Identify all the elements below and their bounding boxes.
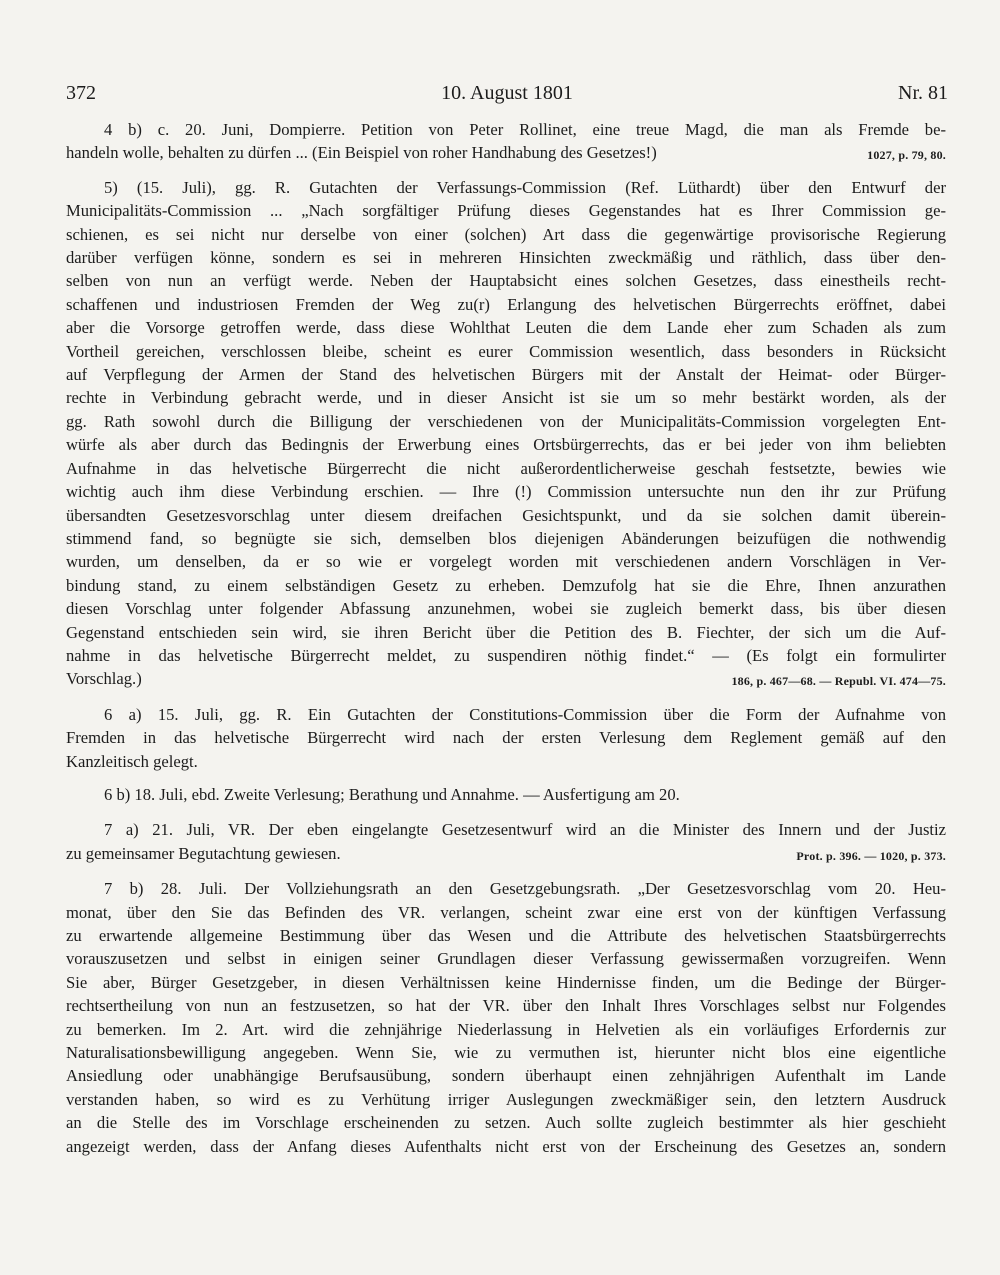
- text-line: schaffenen und industriosen Fremden der Weg zu(r) Erlangung des helvetischen Bürgerrechts eröffnet, dabei: [66, 294, 946, 314]
- text-line: bindung stand, zu einem selbständigen Gesetz zu erheben. Demzufolg hat sie die Ehre, Ihnen anzurathen: [66, 575, 946, 595]
- text-line: 6 b) 18. Juli, ebd. Zweite Verlesung; Berathung und Annahme. — Ausfertigung am 20.: [104, 784, 680, 804]
- text-line: an die Stelle des im Vorschlage erscheinenden zu setzen. Auch sollte zugleich bestimmter als hier geschieht: [66, 1113, 946, 1133]
- entry-5: [66, 176, 946, 691]
- text-line: Fremden in das helvetische Bürgerrecht wird nach der ersten Verlesung dem Reglement gemäß auf den: [66, 728, 946, 748]
- text-line: Vortheil gereichen, verschlossen bleibe, scheint es eurer Commission wesentlich, dass besonders in Rücksicht: [66, 341, 946, 361]
- page-header: [66, 82, 948, 112]
- text-line: stimmend fand, so begnügte sie sich, demselben blos diejenigen Abänderungen beizufügen die nothwendig: [66, 528, 946, 548]
- text-line: zu erwartende allgemeine Bestimmung über das Wesen und die Attribute des helvetischen Staatsbürgerrechts: [66, 926, 946, 945]
- text-line: 5) (15. Juli), gg. R. Gutachten der Verfassungs-Commission (Ref. Lüthardt) über den Entwurf der: [104, 177, 946, 197]
- text-line: Prot. p. 396. — 1020, p. 373. zu gemeinsamer Begutachtung gewiesen.: [66, 842, 946, 865]
- text-line: diesen Vorschlag unter folgender Abfassung anzunehmen, wobei sie zugleich bemerkt dass, bis über diesen: [66, 599, 946, 619]
- document-number: Nr. 81: [898, 82, 948, 104]
- text-line: Municipalitäts-Commission ... „Nach sorgfältiger Prüfung dieses Gegenstandes hat es Ihrer Commission ge-: [66, 201, 946, 221]
- text-line: rechte in Verbindung gebracht werde, und in dieser Ansicht ist sie um so mehr bestärkt worden, als der: [66, 388, 946, 408]
- text-line: vorauszusetzen und selbst in einigen seiner Grundlagen dieser Verfassung gewissermaßen vorzugreifen. Wenn: [66, 949, 946, 969]
- text-line: 186, p. 467—68. — Republ. VI. 474—75. Vorschlag.): [66, 667, 946, 690]
- source-reference: 1027, p. 79, 80.: [867, 148, 946, 163]
- text-line: würfe als aber durch das Bedingnis der Erwerbung eines Ortsbürgerrechts, das er bei jeder von ihm beliebten: [66, 435, 946, 455]
- text-line: zu bemerken. Im 2. Art. wird die zehnjährige Niederlassung in Helvetien als ein vorläufiges Erfordernis zur: [66, 1019, 946, 1039]
- body-text: [66, 118, 946, 1158]
- text-line: gg. Rath sowohl durch die Billigung der verschiedenen von der Municipalitäts-Commission vorgelegten Ent-: [66, 411, 946, 431]
- text-line: 1027, p. 79, 80. handeln wolle, behalten zu dürfen ... (Ein Beispiel von roher Handhabung des Gesetzes!): [66, 141, 946, 164]
- text-line: Ansiedlung oder unabhängige Berufsausübung, sondern überhaupt einen zehnjährigen Aufenthalt im Lande: [66, 1066, 946, 1086]
- text-line: rechtsertheilung von nun an festzusetzen, so hat der VR. über den Inhalt Ihres Vorschlages selbst nur Folgendes: [66, 996, 946, 1016]
- text-line: Kanzleitisch gelegt.: [66, 751, 198, 771]
- text-line: Gegenstand entschieden sein wird, sie ihren Bericht über die Petition des B. Fiechter, der sich um die Auf-: [66, 622, 946, 642]
- source-reference: Prot. p. 396. — 1020, p. 373.: [796, 848, 946, 863]
- entry-7b: [66, 877, 946, 1158]
- text-line: aber die Vorsorge getroffen werde, dass diese Wohlthat Leuten die dem Lande eher zum Schaden als zum: [66, 318, 946, 338]
- entry-4b: [66, 118, 946, 165]
- text-line: 7 a) 21. Juli, VR. Der eben eingelangte Gesetzesentwurf wird an die Minister des Innern und der Justiz: [104, 820, 946, 840]
- header-date: 10. August 1801: [441, 82, 573, 104]
- text-line: nahme in das helvetische Bürgerrecht meldet, zu suspendiren nöthig findet.“ — (Es folgt ein formulirter: [66, 645, 946, 665]
- entry-6b: [66, 783, 946, 806]
- text-line: übersandten Gesetzesvorschlag unter diesem dreifachen Gesichtspunkt, und da sie solchen damit überein-: [66, 505, 946, 525]
- text-line: darüber verfügen könne, sondern es sei in mehreren Hinsichten zweckmäßig und räthlich, dass über den-: [66, 248, 946, 268]
- text-line: schienen, es sei nicht nur derselbe von einer (solchen) Art dass die gegenwärtige provisorische Regierung: [66, 224, 946, 244]
- text-line: verstanden haben, so wird es zu Verhütung irriger Auslegungen zweckmäßiger sein, den letztern Ausdruck: [66, 1089, 946, 1109]
- text-line: selben von nun an verfügt werde. Neben der Hauptabsicht eines solchen Gesetzes, dass einestheils recht-: [66, 271, 946, 291]
- source-reference: 186, p. 467—68. — Republ. VI. 474—75.: [731, 674, 946, 689]
- text-line: Naturalisationsbewilligung angegeben. Wenn Sie, wie zu vermuthen ist, hierunter nicht blos eine eigentliche: [66, 1043, 946, 1063]
- entry-6a: [66, 703, 946, 773]
- page-number: 372: [66, 82, 96, 104]
- text-line: Sie aber, Bürger Gesetzgeber, in diesen Verhältnissen keine Hindernisse finden, um die Bedinge der Bürger-: [66, 972, 946, 992]
- text-line: 4 b) c. 20. Juni, Dompierre. Petition von Peter Rollinet, eine treue Magd, die man als Fremde be-: [104, 120, 946, 139]
- text-line: 7 b) 28. Juli. Der Vollziehungsrath an den Gesetzgebungsrath. „Der Gesetzesvorschlag vom 20. Heu-: [104, 879, 946, 899]
- text-line: 6 a) 15. Juli, gg. R. Ein Gutachten der Constitutions-Commission über die Form der Aufnahme von: [104, 704, 946, 724]
- text-line: angezeigt werden, dass der Anfang dieses Aufenthalts nicht erst von der Erscheinung des Gesetzes an, sondern: [66, 1136, 946, 1156]
- text-line: wurden, um denselben, da er so wie er vorgelegt worden mit verschiedenen andern Vorschlägen in Ver-: [66, 552, 946, 572]
- text-line: Aufnahme in das helvetische Bürgerrecht die nicht außerordentlicherweise geschah festsetzte, bewies wie: [66, 458, 946, 478]
- entry-7a: [66, 818, 946, 865]
- text-line: wichtig auch ihm diese Verbindung erschien. — Ihre (!) Commission untersuchte nun den ihr zur Prüfung: [66, 482, 946, 502]
- text-line: auf Verpflegung der Armen der Stand des helvetischen Bürgers mit der Anstalt der Heimat- oder Bürger-: [66, 365, 946, 385]
- text-line: monat, über den Sie das Befinden des VR. verlangen, scheint zwar eine erst von der künftigen Verfassung: [66, 902, 946, 922]
